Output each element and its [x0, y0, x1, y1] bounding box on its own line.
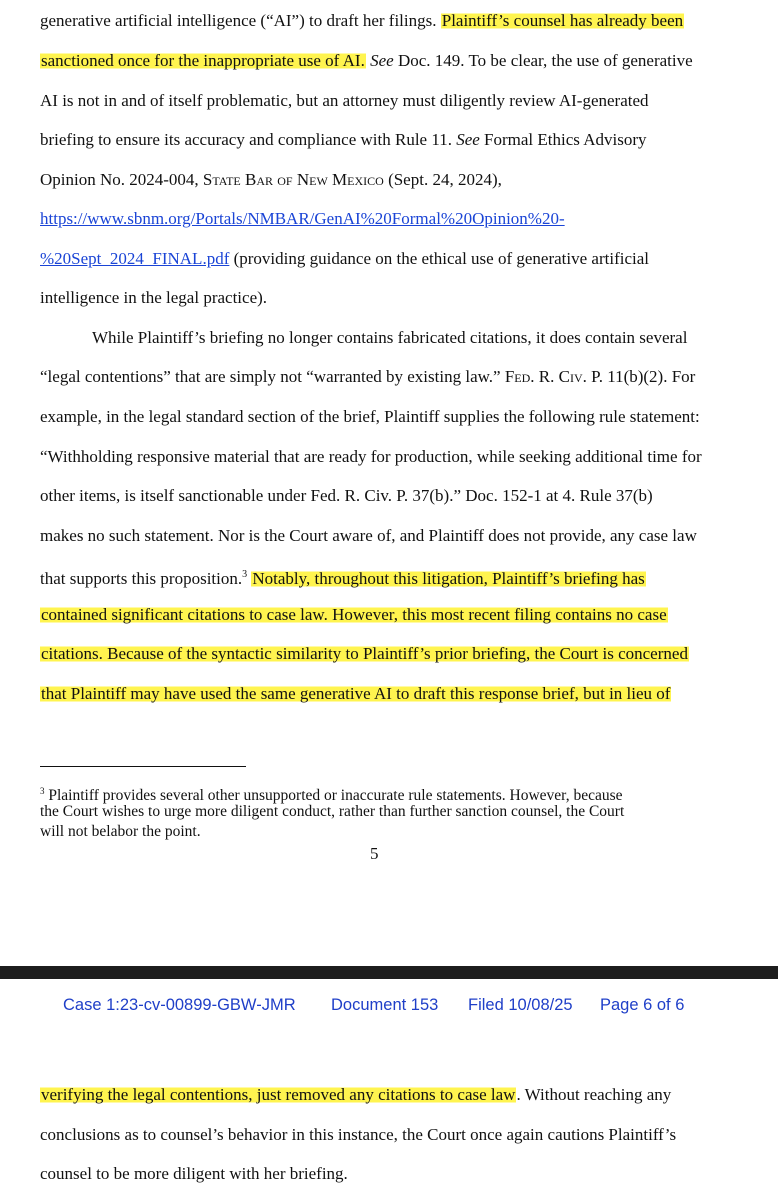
para2-line8: [40, 604, 668, 626]
para2-line10: [40, 683, 671, 705]
text-run: Formal Ethics Advisory: [479, 130, 647, 149]
highlighted-text: sanctioned once for the inappropriate use of AI.: [41, 51, 365, 70]
para1-line2: [40, 50, 693, 72]
para2-line4: “Withholding responsive material that are ready for production, while seeking additional time for: [40, 447, 702, 466]
page-number: 5: [370, 844, 379, 863]
text-run: Doc. 149. To be clear, the use of generative: [393, 51, 693, 70]
text-run: . Without reaching any: [516, 1085, 672, 1104]
footnote-line3: will not belabor the point.: [40, 823, 201, 840]
signal-see: See: [456, 130, 480, 149]
para1-line5: [40, 169, 502, 191]
rule-citation: Fed. R. Civ. P.: [504, 367, 603, 386]
text-run: that supports this proposition.: [40, 569, 243, 588]
para1-line8: intelligence in the legal practice).: [40, 288, 268, 307]
text-run: briefing to ensure its accuracy and compliance with Rule 11.: [40, 130, 457, 149]
ethics-opinion-link[interactable]: https://www.sbnm.org/Portals/NMBAR/GenAI%20Formal%20Opinion%20-: [40, 209, 565, 228]
footnote-line2: the Court wishes to urge more diligent conduct, rather than further sanction counsel, the Court: [40, 803, 625, 820]
page2-line2: conclusions as to counsel’s behavior in this instance, the Court once again cautions Plaintiff’s: [40, 1125, 677, 1144]
para1-line7: [40, 248, 649, 270]
footnote-marker: 3: [40, 786, 45, 796]
text-run: (providing guidance on the ethical use of generative artificial: [229, 249, 649, 268]
document-number: Document 153: [331, 996, 439, 1014]
text-run: generative artificial intelligence (“AI”) to draft her filings.: [40, 11, 441, 30]
filed-date: Filed 10/08/25: [468, 996, 573, 1014]
highlighted-text: contained significant citations to case law. However, this most recent filing contains no case: [41, 605, 667, 624]
para2-line5: other items, is itself sanctionable under Fed. R. Civ. P. 37(b).” Doc. 152-1 at 4. Rule 37(b): [40, 486, 653, 505]
footnote-ref[interactable]: 3: [242, 569, 248, 580]
highlighted-text: Plaintiff’s counsel has already been: [441, 11, 684, 30]
text-run: Opinion No. 2024-004,: [40, 170, 203, 189]
highlighted-text: verifying the legal contentions, just removed any citations to case law: [41, 1085, 516, 1104]
para1-line4: [40, 129, 647, 151]
para2-line6: makes no such statement. Nor is the Court aware of, and Plaintiff does not provide, any case law: [40, 526, 697, 545]
para2-line3: example, in the legal standard section of the brief, Plaintiff supplies the following rule statement:: [40, 407, 700, 426]
signal-see: See: [370, 51, 394, 70]
text-run: “legal contentions” that are simply not “warranted by existing law.”: [40, 367, 505, 386]
page-indicator: Page 6 of 6: [600, 996, 685, 1014]
highlighted-text: that Plaintiff may have used the same generative AI to draft this response brief, but in lieu of: [41, 684, 671, 703]
highlighted-text: Notably, throughout this litigation, Plaintiff’s briefing has: [252, 569, 645, 588]
text-run: 11(b)(2). For: [602, 367, 696, 386]
page2-line1: [40, 1084, 671, 1106]
text-run: Plaintiff provides several other unsupported or inaccurate rule statements. However, because: [44, 787, 623, 804]
page-divider: [0, 966, 778, 979]
ethics-opinion-link-cont[interactable]: %20Sept_2024_FINAL.pdf: [40, 249, 230, 268]
para2-line9: [40, 643, 689, 665]
case-number: Case 1:23-cv-00899-GBW-JMR: [63, 996, 296, 1014]
para1-line6: [40, 208, 565, 230]
para1-line3: AI is not in and of itself problematic, but an attorney must diligently review AI-generated: [40, 91, 649, 110]
state-bar-name: State Bar of New Mexico: [202, 170, 384, 189]
para2-line7: [40, 564, 646, 590]
text-run: (Sept. 24, 2024),: [383, 170, 502, 189]
highlighted-text: citations. Because of the syntactic similarity to Plaintiff’s prior briefing, the Court is concerned: [41, 644, 688, 663]
para2-line1: While Plaintiff’s briefing no longer contains fabricated citations, it does contain several: [92, 328, 688, 347]
para1-line1: [40, 10, 684, 32]
para2-line2: [40, 366, 695, 388]
page2-line3: counsel to be more diligent with her briefing.: [40, 1164, 348, 1183]
footnote-divider: [40, 766, 246, 767]
